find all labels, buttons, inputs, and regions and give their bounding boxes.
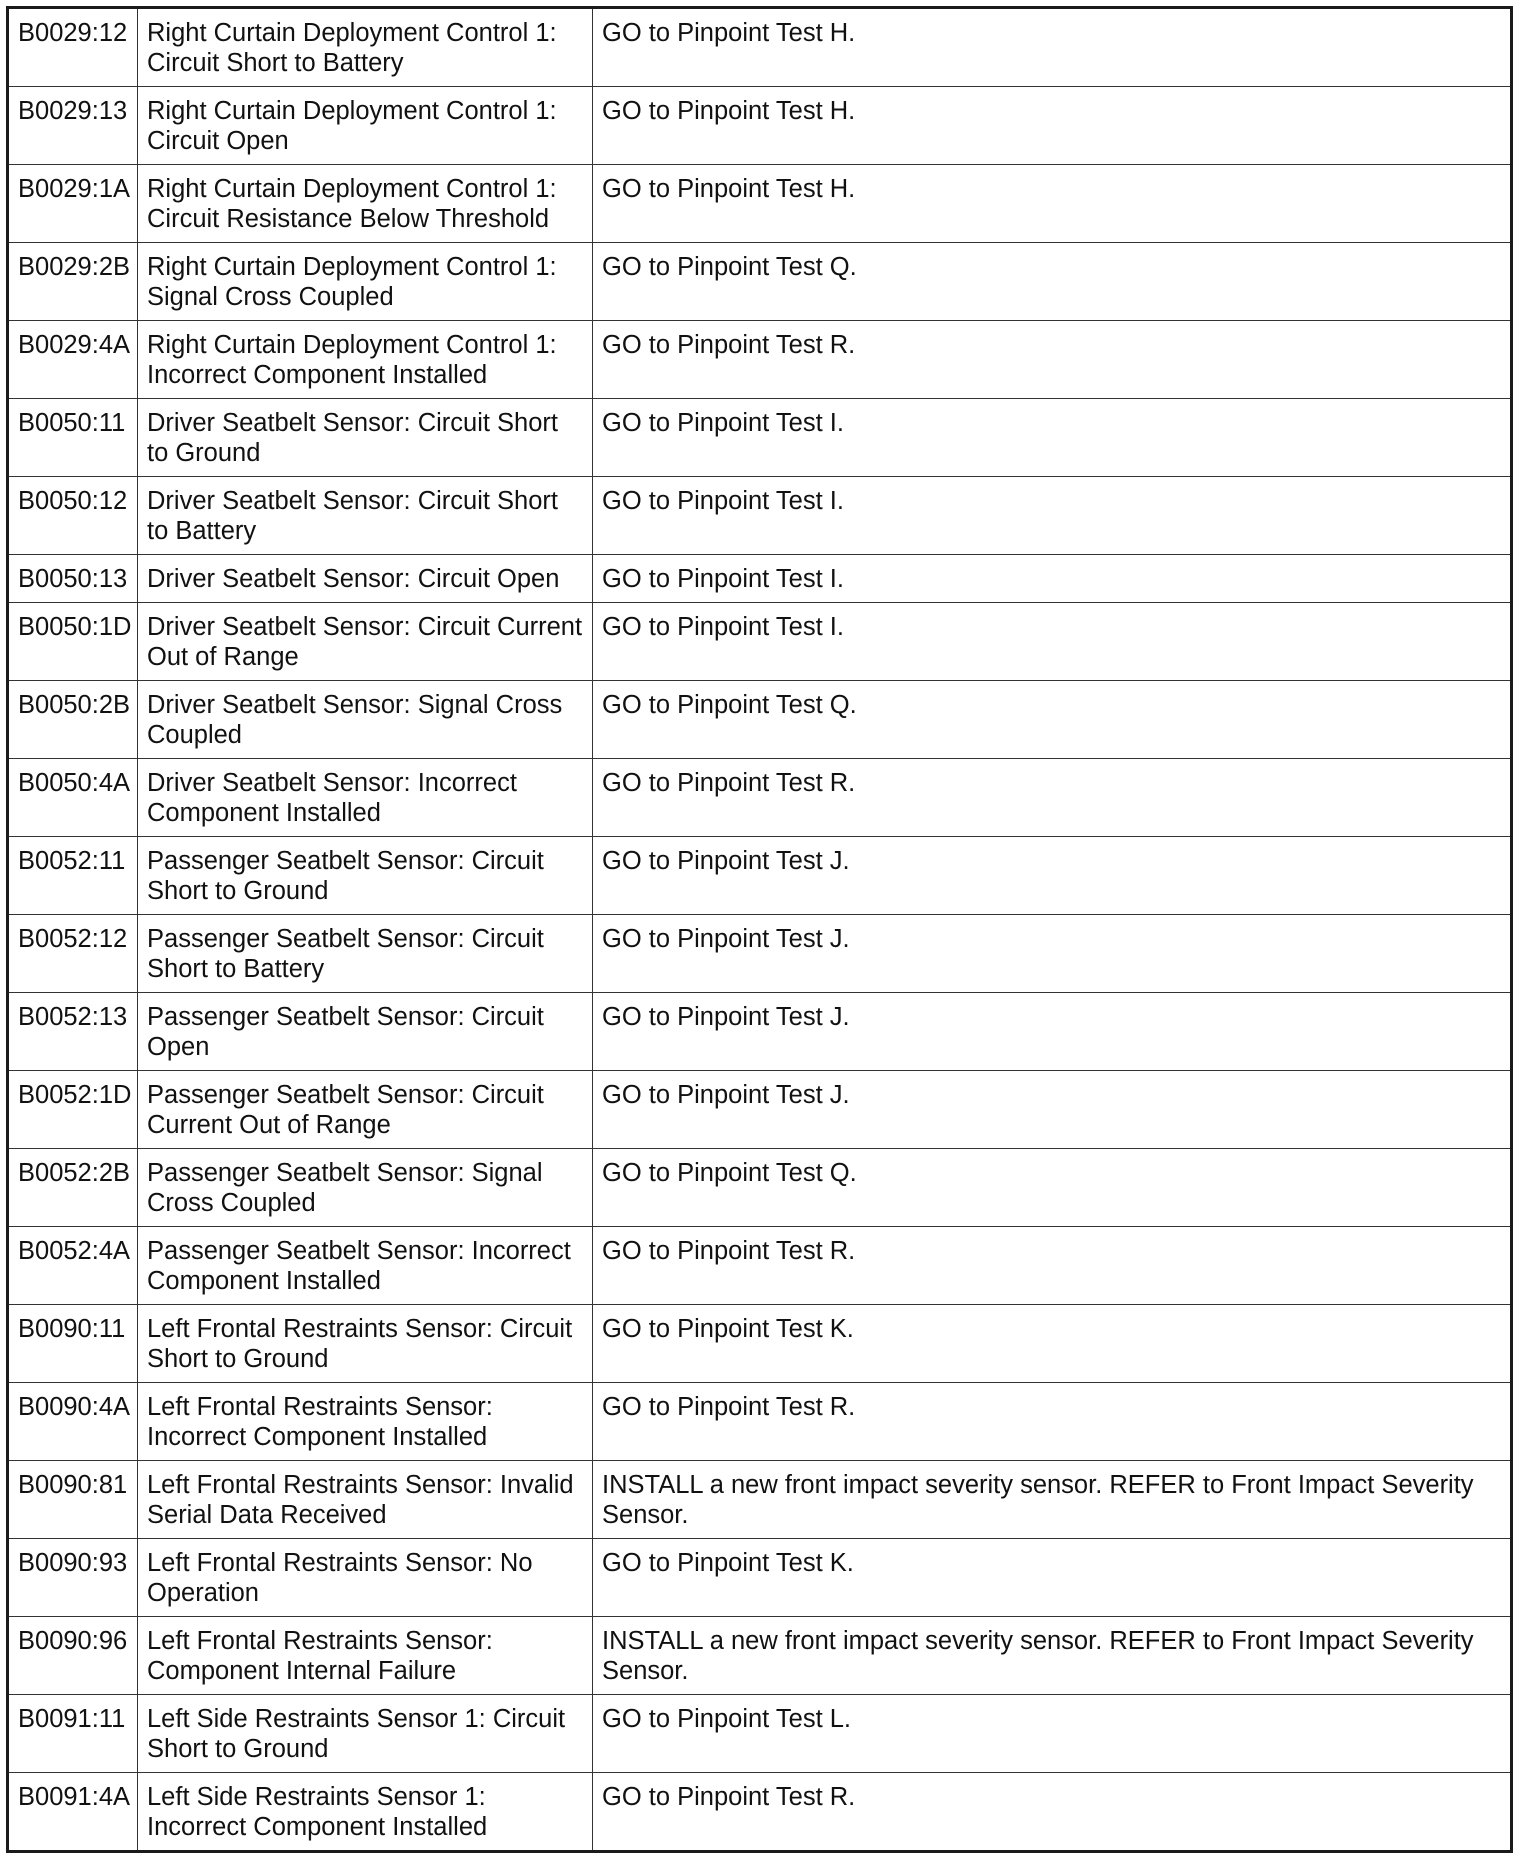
table-row bbox=[8, 243, 1512, 321]
dtc-code-cell: B0050:4A bbox=[8, 759, 138, 837]
dtc-code-cell: B0090:93 bbox=[8, 1539, 138, 1617]
table-row bbox=[8, 681, 1512, 759]
dtc-action-cell: GO to Pinpoint Test J. bbox=[593, 993, 1512, 1071]
dtc-description-cell: Passenger Seatbelt Sensor: Circuit Open bbox=[138, 993, 593, 1071]
table-row bbox=[8, 837, 1512, 915]
dtc-code-cell: B0029:1A bbox=[8, 165, 138, 243]
dtc-action-cell: GO to Pinpoint Test R. bbox=[593, 1773, 1512, 1852]
dtc-action-cell: GO to Pinpoint Test I. bbox=[593, 399, 1512, 477]
dtc-action-cell: GO to Pinpoint Test Q. bbox=[593, 243, 1512, 321]
dtc-description-cell: Right Curtain Deployment Control 1: Signal Cross Coupled bbox=[138, 243, 593, 321]
table-row bbox=[8, 1227, 1512, 1305]
dtc-action-cell: GO to Pinpoint Test R. bbox=[593, 321, 1512, 399]
dtc-description-cell: Right Curtain Deployment Control 1: Circuit Short to Battery bbox=[138, 8, 593, 87]
dtc-code-cell: B0052:12 bbox=[8, 915, 138, 993]
dtc-table-body bbox=[8, 8, 1512, 1852]
dtc-action-cell: GO to Pinpoint Test R. bbox=[593, 759, 1512, 837]
dtc-code-cell: B0050:13 bbox=[8, 555, 138, 603]
dtc-description-cell: Driver Seatbelt Sensor: Circuit Open bbox=[138, 555, 593, 603]
dtc-code-cell: B0052:11 bbox=[8, 837, 138, 915]
table-row bbox=[8, 1383, 1512, 1461]
table-row bbox=[8, 1617, 1512, 1695]
table-row bbox=[8, 555, 1512, 603]
dtc-description-cell: Left Frontal Restraints Sensor: Incorrect Component Installed bbox=[138, 1383, 593, 1461]
dtc-code-cell: B0090:81 bbox=[8, 1461, 138, 1539]
dtc-action-cell: GO to Pinpoint Test Q. bbox=[593, 681, 1512, 759]
dtc-action-cell: GO to Pinpoint Test K. bbox=[593, 1539, 1512, 1617]
dtc-action-cell: GO to Pinpoint Test H. bbox=[593, 8, 1512, 87]
table-row bbox=[8, 165, 1512, 243]
dtc-description-cell: Right Curtain Deployment Control 1: Circuit Resistance Below Threshold bbox=[138, 165, 593, 243]
dtc-action-cell: GO to Pinpoint Test J. bbox=[593, 1071, 1512, 1149]
dtc-action-cell: GO to Pinpoint Test R. bbox=[593, 1227, 1512, 1305]
dtc-description-cell: Driver Seatbelt Sensor: Circuit Short to Ground bbox=[138, 399, 593, 477]
table-row bbox=[8, 1773, 1512, 1852]
dtc-action-cell: GO to Pinpoint Test Q. bbox=[593, 1149, 1512, 1227]
dtc-action-cell: GO to Pinpoint Test J. bbox=[593, 837, 1512, 915]
table-row bbox=[8, 1071, 1512, 1149]
dtc-action-cell: GO to Pinpoint Test I. bbox=[593, 555, 1512, 603]
dtc-code-cell: B0050:2B bbox=[8, 681, 138, 759]
dtc-action-cell: INSTALL a new front impact severity sensor. REFER to Front Impact Severity Sensor. bbox=[593, 1617, 1512, 1695]
dtc-code-cell: B0052:4A bbox=[8, 1227, 138, 1305]
dtc-code-cell: B0090:4A bbox=[8, 1383, 138, 1461]
dtc-description-cell: Left Frontal Restraints Sensor: Invalid Serial Data Received bbox=[138, 1461, 593, 1539]
dtc-description-cell: Passenger Seatbelt Sensor: Incorrect Component Installed bbox=[138, 1227, 593, 1305]
table-row bbox=[8, 1539, 1512, 1617]
dtc-code-cell: B0090:96 bbox=[8, 1617, 138, 1695]
dtc-action-cell: GO to Pinpoint Test R. bbox=[593, 1383, 1512, 1461]
dtc-action-cell: GO to Pinpoint Test K. bbox=[593, 1305, 1512, 1383]
dtc-code-cell: B0091:4A bbox=[8, 1773, 138, 1852]
dtc-action-cell: INSTALL a new front impact severity sensor. REFER to Front Impact Severity Sensor. bbox=[593, 1461, 1512, 1539]
dtc-code-cell: B0050:11 bbox=[8, 399, 138, 477]
table-row bbox=[8, 603, 1512, 681]
dtc-description-cell: Driver Seatbelt Sensor: Circuit Short to Battery bbox=[138, 477, 593, 555]
dtc-action-cell: GO to Pinpoint Test H. bbox=[593, 165, 1512, 243]
dtc-description-cell: Driver Seatbelt Sensor: Circuit Current Out of Range bbox=[138, 603, 593, 681]
dtc-description-cell: Left Side Restraints Sensor 1: Circuit Short to Ground bbox=[138, 1695, 593, 1773]
dtc-action-cell: GO to Pinpoint Test J. bbox=[593, 915, 1512, 993]
dtc-description-cell: Left Frontal Restraints Sensor: Component Internal Failure bbox=[138, 1617, 593, 1695]
dtc-code-cell: B0029:12 bbox=[8, 8, 138, 87]
dtc-code-cell: B0029:2B bbox=[8, 243, 138, 321]
dtc-code-cell: B0091:11 bbox=[8, 1695, 138, 1773]
table-row bbox=[8, 1149, 1512, 1227]
table-row bbox=[8, 1695, 1512, 1773]
dtc-description-cell: Left Frontal Restraints Sensor: Circuit Short to Ground bbox=[138, 1305, 593, 1383]
table-row bbox=[8, 477, 1512, 555]
dtc-description-cell: Left Side Restraints Sensor 1: Incorrect Component Installed bbox=[138, 1773, 593, 1852]
dtc-code-cell: B0052:1D bbox=[8, 1071, 138, 1149]
dtc-code-cell: B0029:4A bbox=[8, 321, 138, 399]
dtc-description-cell: Driver Seatbelt Sensor: Incorrect Component Installed bbox=[138, 759, 593, 837]
table-row bbox=[8, 321, 1512, 399]
dtc-code-cell: B0050:1D bbox=[8, 603, 138, 681]
dtc-description-cell: Passenger Seatbelt Sensor: Circuit Current Out of Range bbox=[138, 1071, 593, 1149]
dtc-description-cell: Left Frontal Restraints Sensor: No Operation bbox=[138, 1539, 593, 1617]
table-row bbox=[8, 399, 1512, 477]
table-row bbox=[8, 1305, 1512, 1383]
table-row bbox=[8, 8, 1512, 87]
dtc-action-cell: GO to Pinpoint Test I. bbox=[593, 603, 1512, 681]
dtc-description-cell: Right Curtain Deployment Control 1: Incorrect Component Installed bbox=[138, 321, 593, 399]
dtc-code-cell: B0052:2B bbox=[8, 1149, 138, 1227]
table-row bbox=[8, 915, 1512, 993]
dtc-description-cell: Driver Seatbelt Sensor: Signal Cross Coupled bbox=[138, 681, 593, 759]
dtc-description-cell: Right Curtain Deployment Control 1: Circuit Open bbox=[138, 87, 593, 165]
table-row bbox=[8, 1461, 1512, 1539]
dtc-description-cell: Passenger Seatbelt Sensor: Circuit Short to Battery bbox=[138, 915, 593, 993]
dtc-description-cell: Passenger Seatbelt Sensor: Circuit Short to Ground bbox=[138, 837, 593, 915]
dtc-code-cell: B0029:13 bbox=[8, 87, 138, 165]
dtc-code-cell: B0090:11 bbox=[8, 1305, 138, 1383]
dtc-action-cell: GO to Pinpoint Test I. bbox=[593, 477, 1512, 555]
table-row bbox=[8, 759, 1512, 837]
dtc-action-cell: GO to Pinpoint Test L. bbox=[593, 1695, 1512, 1773]
dtc-code-cell: B0050:12 bbox=[8, 477, 138, 555]
dtc-description-cell: Passenger Seatbelt Sensor: Signal Cross Coupled bbox=[138, 1149, 593, 1227]
dtc-table bbox=[6, 6, 1513, 1853]
dtc-code-cell: B0052:13 bbox=[8, 993, 138, 1071]
table-row bbox=[8, 87, 1512, 165]
dtc-action-cell: GO to Pinpoint Test H. bbox=[593, 87, 1512, 165]
table-row bbox=[8, 993, 1512, 1071]
